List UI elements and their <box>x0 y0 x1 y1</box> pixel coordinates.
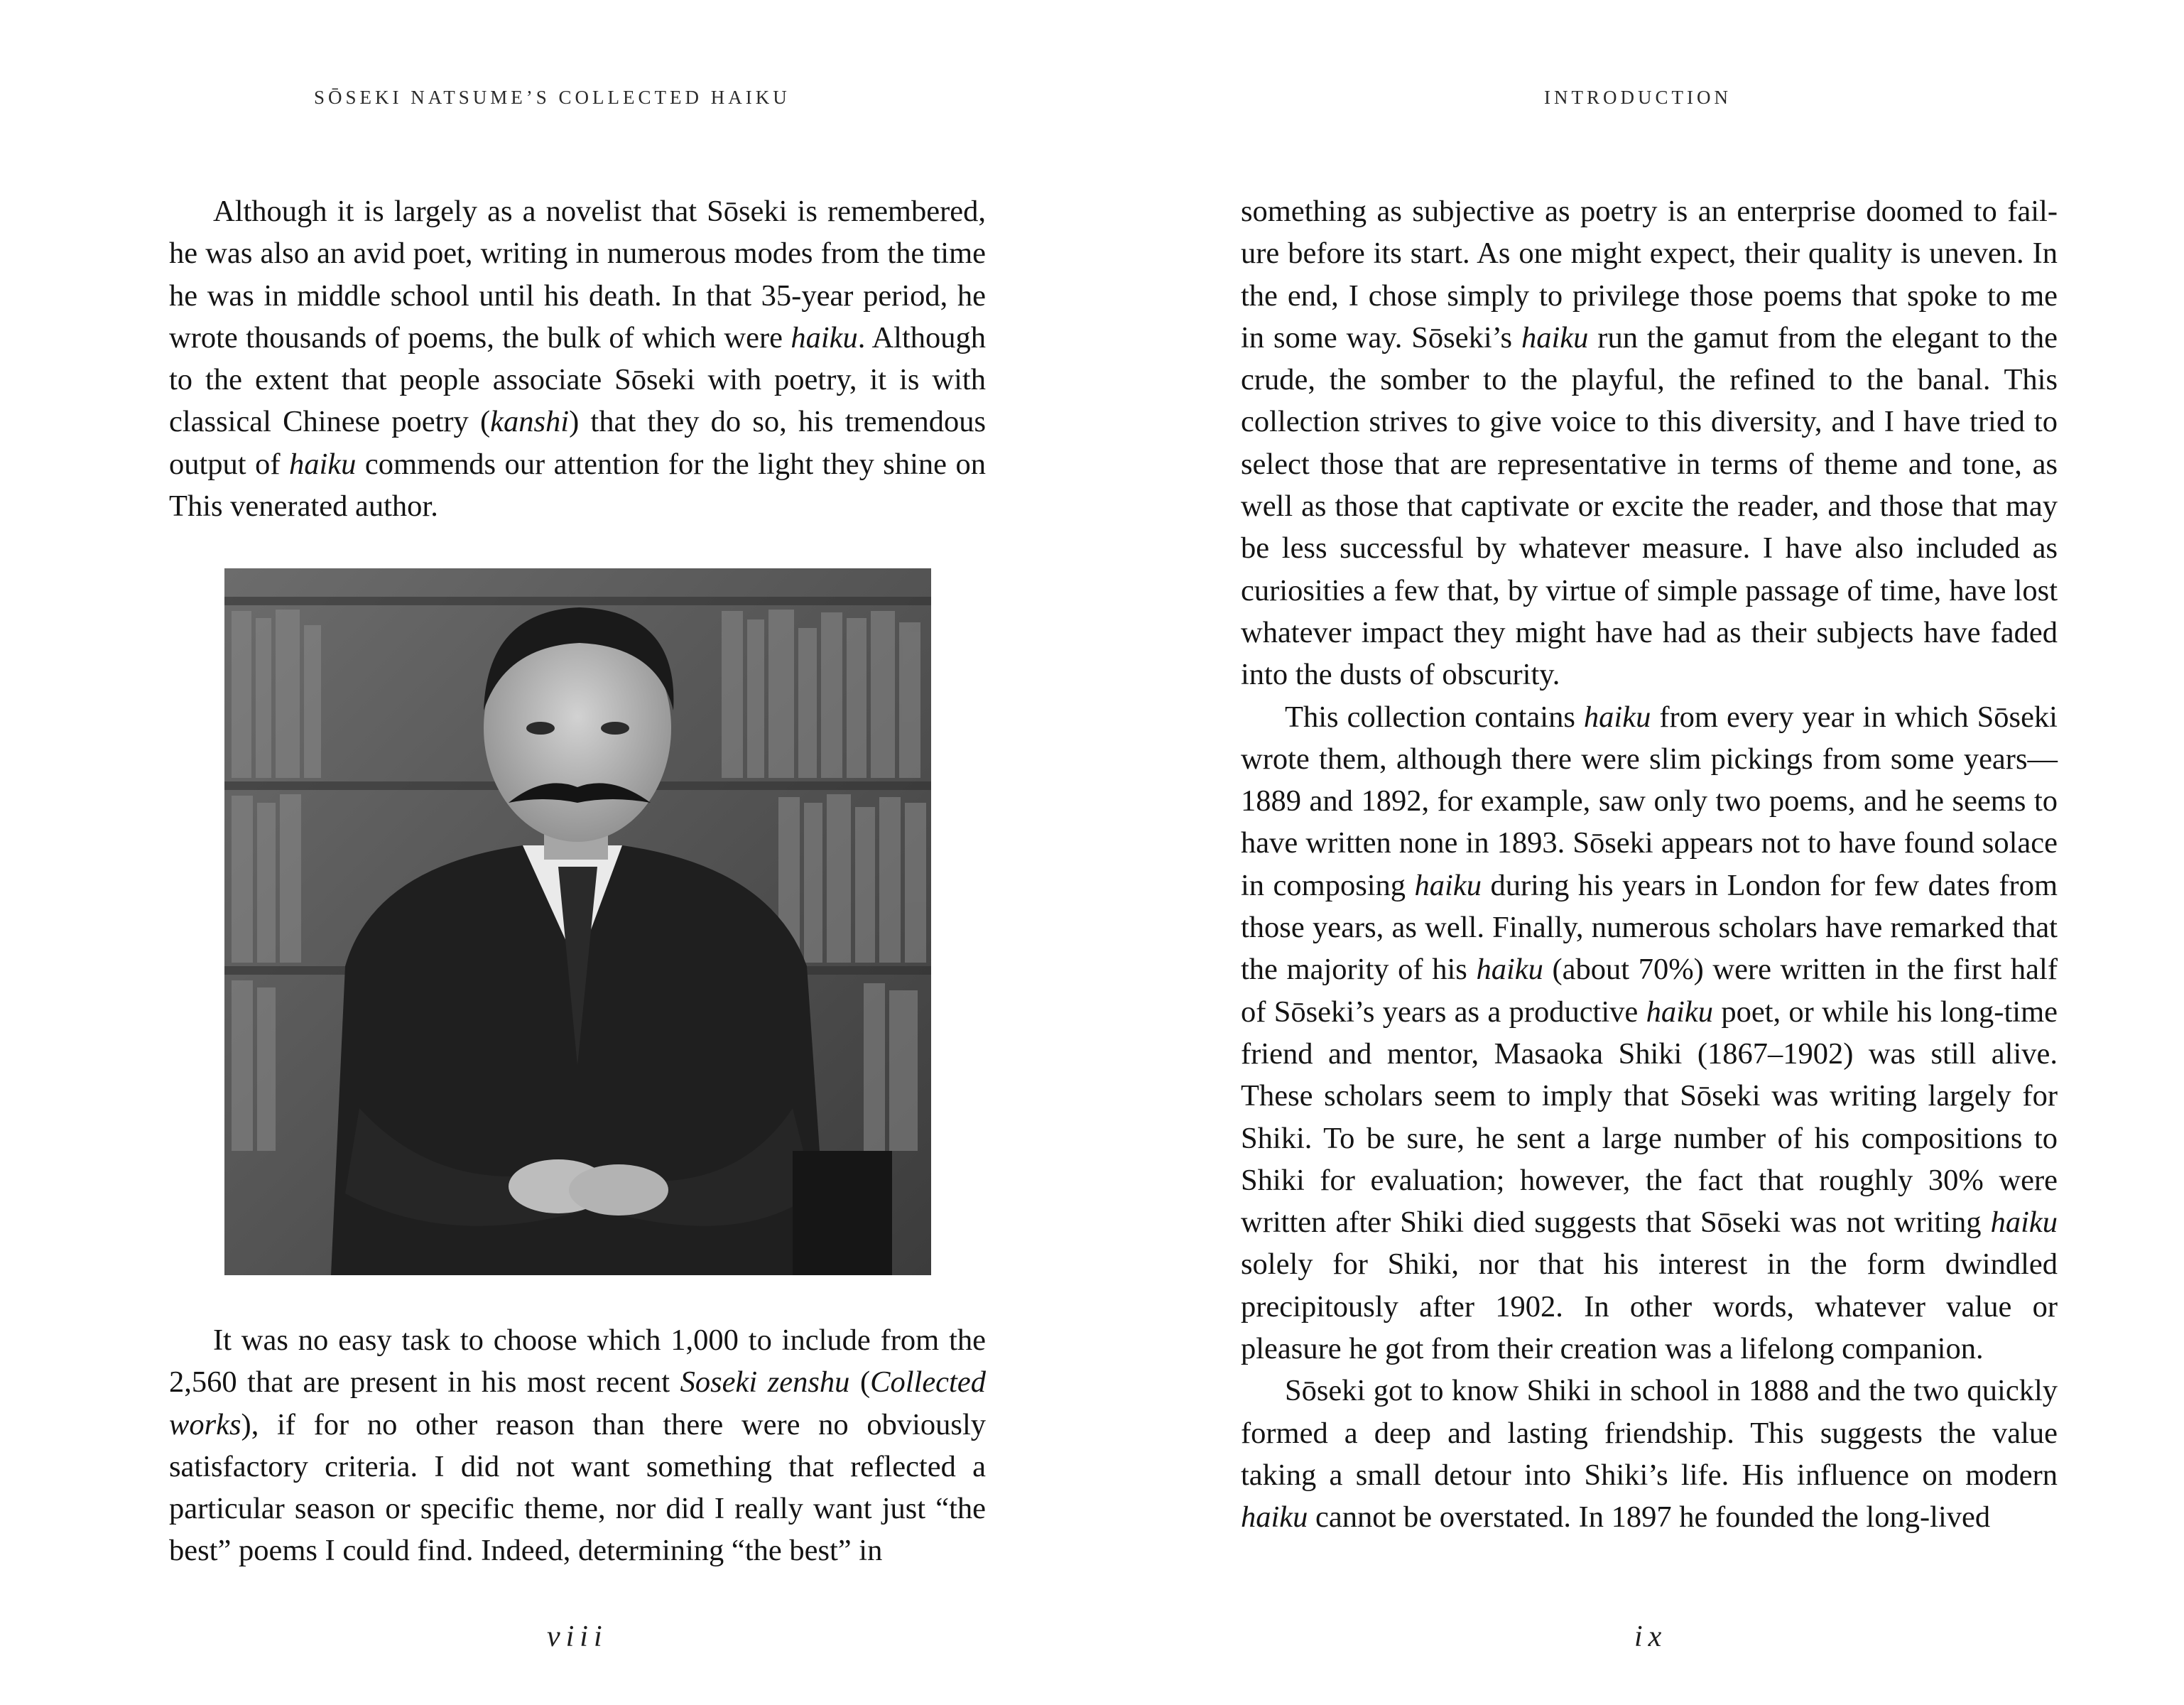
body-text-bottom <box>169 1319 986 1572</box>
running-head: INTRODUCTION <box>1544 87 1732 108</box>
body-text <box>1241 190 2058 1539</box>
author-portrait-photo <box>224 568 931 1275</box>
paragraph: It was no easy task to choose which 1,000 to include from the 2,560 that are present in his most recent Soseki zenshu (Collected works), if for no other reason than there were no obviously satisfactory criteria. I did not want something that reflected a particular season or specific theme, nor did I really want just “the best” poems I could find. Indeed, determining “the best” in <box>169 1324 986 1568</box>
paragraph: Although it is largely as a novelist that Sōseki is remembered, he was also an avid poet, writing in numerous modes from the time he was in middle school until his death. In that 35-year period, he wrote thousands of poems, the bulk of which were haiku. Although to the extent that people associate Sōseki with poetry, it is with classical Chinese poetry (kanshi) that they do so, his tremendous output of haiku commends our attention for the light they shine on This venerated author. <box>169 195 987 524</box>
paragraph: This collection contains haiku from every year in which Sōseki wrote them, although there were slim pickings from some years—1889 and 1892, for example, saw only two poems, and he seems to have written none in 1893. Sōseki appears not to have found solace in composing haiku during his years in London for few dates from those years, as well. Finally, numerous scholars have remarked that the majority of his haiku (about 70%) were written in the first half of Sōseki’s years as a productive haiku poet, or while his long-time friend and mentor, Masaoka Shiki (1867–1902) was still alive. These scholars seem to imply that Sōseki was writing largely for Shiki. To be sure, he sent a large number of his compositions to Shiki for evaluation; however, the fact that roughly 30% were written after Shiki died suggests that Sōseki was not writing haiku solely for Shiki, nor that his interest in the form dwindled precipitously after 1902. In other words, whatever value or pleasure he got from their creation was a lifelong companion. <box>1241 700 2058 1366</box>
right-page <box>1092 0 2184 1705</box>
page-number: ix <box>1634 1620 1668 1653</box>
body-text-top <box>169 190 986 527</box>
paragraph: something as subjective as poetry is an enterprise doomed to failure before its start. As one might expect, their quality is uneven. In the end, I chose simply to privilege those poems that spoke to me in some way. Sōseki’s haiku run the gamut from the elegant to the crude, the somber to the playful, the refined to the banal. This collection strives to give voice to this diversity, and I have tried to select those that are representative in terms of theme and tone, as well as those that captivate or excite the reader, and those that may be less successful by whatever measure. I have also included as curiosities a few that, by virtue of simple passage of time, have lost whatever impact they might have had as their subjects have faded into the dusts of obscurity. <box>1241 195 2058 692</box>
running-head: SŌSEKI NATSUME’S COLLECTED HAIKU <box>314 87 791 108</box>
paragraph: Sōseki got to know Shiki in school in 1888 and the two quickly formed a deep and lasting friendship. This suggests the value taking a small detour into Shiki’s life. His influence on modern haiku cannot be overstated. In 1897 he founded the long-lived <box>1241 1374 2058 1534</box>
page-number: viii <box>547 1620 608 1653</box>
